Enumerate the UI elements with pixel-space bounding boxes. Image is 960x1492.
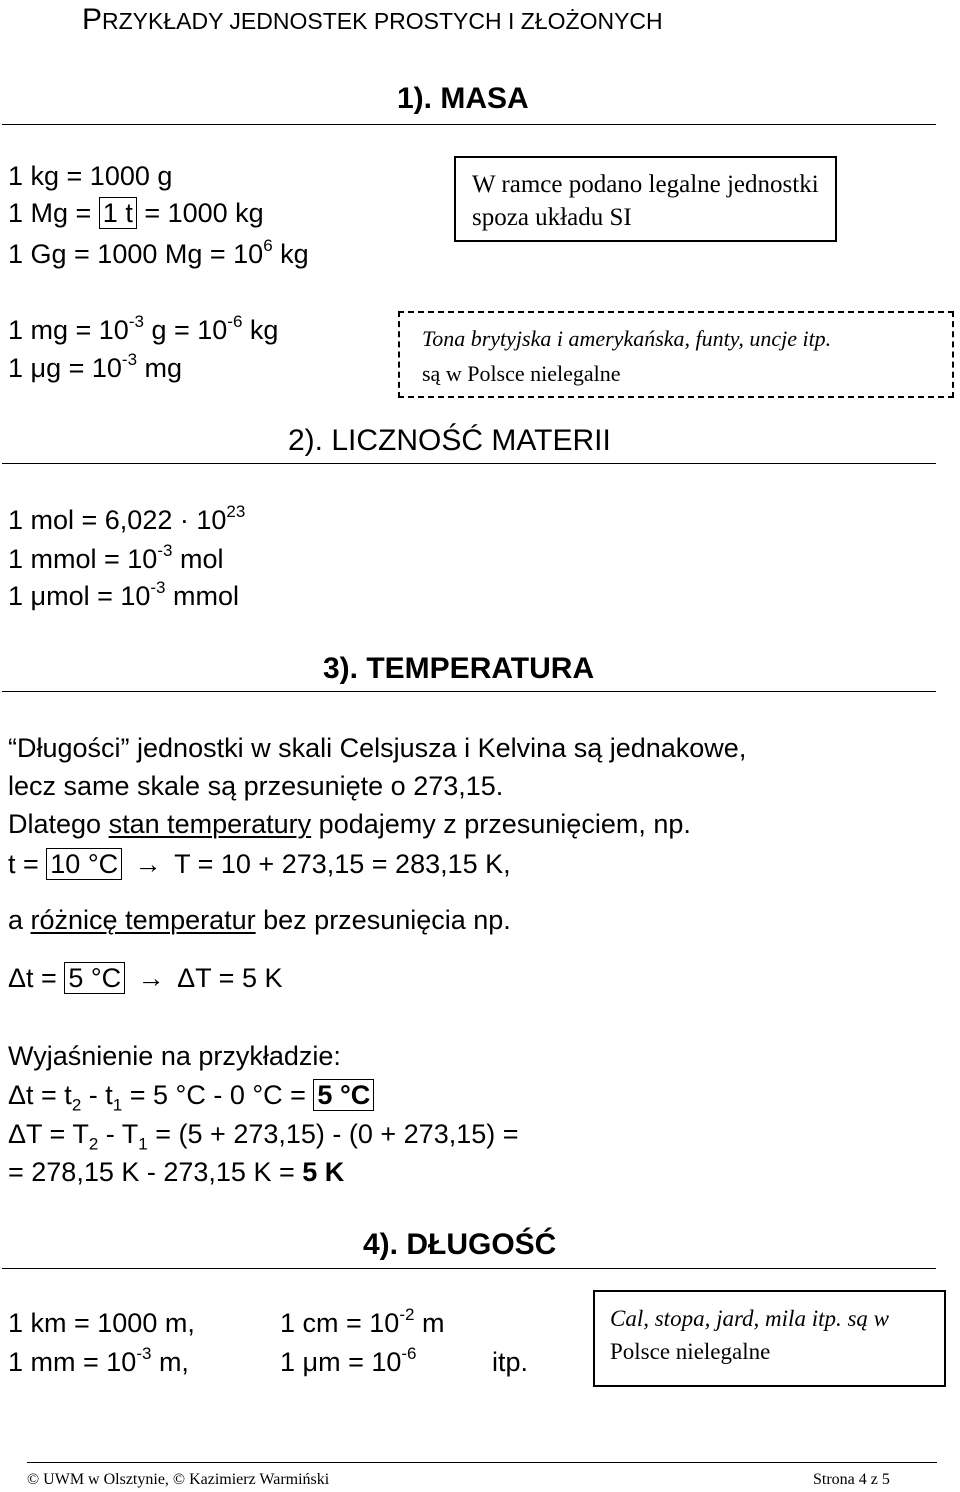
mass-line-2: 1 Mg = 1 t = 1000 kg — [8, 198, 264, 228]
temperature-paragraph-3: a różnicę temperatur bez przesunięcia np. — [8, 905, 511, 935]
length-line-1a: 1 km = 1000 m, — [8, 1308, 195, 1338]
footer-divider — [27, 1462, 937, 1463]
boxed-result: 5 °C — [313, 1079, 374, 1111]
arrow-icon: → — [137, 963, 165, 993]
explanation-heading: Wyjaśnienie na przykładzie: — [8, 1041, 341, 1071]
boxed-value: 5 °C — [64, 962, 125, 994]
length-line-2c: itp. — [492, 1347, 529, 1377]
amount-line-3: 1 $\mu mol = 10^{-3}$ mmol — [8, 578, 240, 611]
page-title: PRZYKŁADY JEDNOSTEK PROSTYCH I ZŁOŻONYCH — [82, 3, 663, 36]
footer-copyright: © UWM w Olsztynie, © Kazimierz Warmiński — [27, 1471, 330, 1488]
explanation-line-1: $\Delta t = t_2 - t_1 = 5$ °C - 0 °C = 5 °C — [8, 1079, 374, 1111]
explanation-line-2: $\Delta T = T_2 - T_1 = (5 + 273,15) - (0 + 273,15)$ = — [8, 1119, 519, 1154]
mass-line-5: 1 $\mu g = 10^{-3}$ mg — [8, 350, 183, 383]
temperature-example-2: Δt = 5 °C → ΔT = 5 K — [8, 963, 283, 993]
temperature-paragraph-1b: lecz same skale są przesunięte o 273,15. — [8, 771, 504, 801]
footer-page-number: Strona 4 z 5 — [813, 1471, 890, 1488]
temperature-paragraph-1: “Długości” jednostki w skali Celsjusza i Kelvina są jednakowe, — [8, 733, 747, 763]
mass-line-4: 1 mg = $10^{-3}$ $g = 10^{-6}$ kg — [8, 312, 279, 345]
mass-line-1: 1 kg = 1000 g — [8, 161, 173, 191]
arrow-icon: → — [134, 849, 162, 879]
boxed-value: 10 °C — [46, 848, 122, 880]
amount-line-1: 1 mol = $6,022 \cdot 10^{23}$ — [8, 502, 246, 535]
divider — [2, 124, 936, 125]
length-line-1b: 1 cm = $10^{-2}$ m — [280, 1305, 445, 1338]
section-heading-amount: 2). LICZNOŚĆ MATERII — [288, 424, 611, 457]
boxed-unit-tonne: 1 t — [99, 197, 137, 229]
mass-line-3: 1 Gg = 1000 $Mg = 10^6$ kg — [8, 236, 309, 269]
illegal-units-note: Tona brytyjska i amerykańska, funty, uncje itp. są w Polsce nielegalne — [398, 311, 954, 398]
length-line-2b: 1 $\mu m = 10^{-6}$ — [280, 1344, 417, 1377]
section-heading-length: 4). DŁUGOŚĆ — [363, 1228, 557, 1261]
divider — [2, 691, 936, 692]
temperature-paragraph-2: Dlatego stan temperatury podajemy z przesunięciem, np. — [8, 809, 691, 839]
section-heading-temperature: 3). TEMPERATURA — [323, 652, 595, 685]
amount-line-2: 1 mmol = $10^{-3}$ mol — [8, 541, 224, 574]
legal-units-note: W ramce podano legalne jednostki spoza układu SI — [454, 156, 837, 242]
illegal-length-units-note: Cal, stopa, jard, mila itp. są w Polsce nielegalne — [593, 1290, 946, 1387]
temperature-example-1: t = 10 °C → T = 10 + 273,15 = 283,15 K, — [8, 849, 511, 879]
section-heading-mass: 1). MASA — [397, 82, 529, 115]
divider — [2, 1268, 936, 1269]
divider — [2, 463, 936, 464]
explanation-line-3: = 278,15 K - 273,15 K = 5 K — [8, 1157, 345, 1187]
length-line-2a: 1 mm = $10^{-3}$ m, — [8, 1344, 189, 1377]
